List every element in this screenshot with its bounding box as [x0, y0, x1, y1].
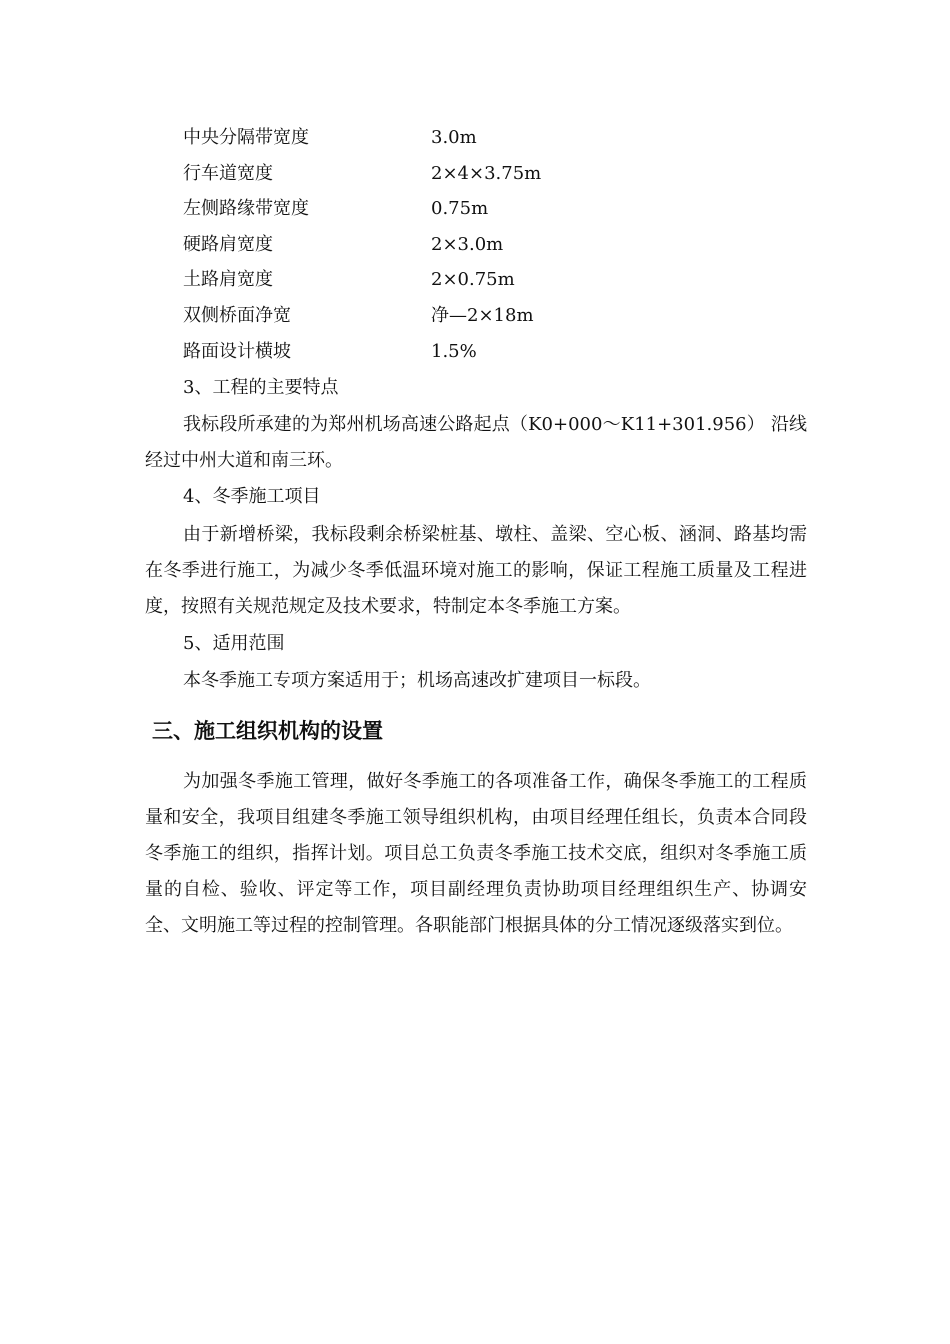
subsection-heading-scope: 5、适用范围: [183, 633, 285, 654]
paragraph-winter-items: [145, 517, 807, 625]
subsection-heading-features: 3、工程的主要特点: [183, 377, 339, 398]
spec-label: 土路肩宽度: [183, 269, 273, 291]
spec-value: 0.75m: [431, 198, 489, 220]
spec-value: 2×0.75m: [431, 269, 515, 291]
spec-row: [183, 156, 683, 192]
spec-label: 行车道宽度: [183, 162, 273, 184]
paragraph-text: 为加强冬季施工管理，做好冬季施工的各项准备工作，确保冬季施工的工程质量和安全，我项目组建冬季施工领导组织机构，由项目经理任组长，负责本合同段冬季施工的组织，指挥计划。项目总工负责冬季施工技术交底，组织对冬季施工质量的自检、验收、评定等工作，项目副经理负责协助项目经理组织生产、协调安全、文明施工等过程的控制管理。各职能部门根据具体的分工情况逐级落实到位。: [145, 771, 807, 936]
paragraph-scope: [145, 663, 807, 699]
spec-value: 3.0m: [431, 127, 477, 148]
spec-label: 路面设计横坡: [183, 340, 291, 362]
paragraph-text: 本冬季施工专项方案适用于；机场高速改扩建项目一标段。: [183, 670, 651, 691]
spec-value: 2×3.0m: [431, 233, 504, 255]
spec-row: [183, 191, 683, 227]
spec-row: [183, 262, 683, 298]
subsection-heading-winter-items: 4、冬季施工项目: [183, 486, 321, 507]
spec-value: 净—2×18m: [431, 304, 534, 326]
road-spec-table: [183, 120, 683, 369]
spec-value: 1.5%: [431, 340, 477, 362]
paragraph-text: 我标段所承建的为郑州机场高速公路起点（K0+000～K11+301.956） 沿线经过中州大道和南三环。: [145, 414, 807, 471]
spec-row: [183, 298, 683, 334]
spec-label: 中央分隔带宽度: [183, 127, 309, 148]
spec-row: [183, 334, 683, 370]
paragraph-organization: [145, 764, 807, 944]
spec-label: 硬路肩宽度: [183, 233, 273, 255]
spec-label: 双侧桥面净宽: [183, 304, 291, 326]
spec-row: [183, 120, 683, 156]
spec-value: 2×4×3.75m: [431, 162, 542, 184]
spec-label: 左侧路缘带宽度: [183, 198, 309, 220]
section-heading-organization: 三、施工组织机构的设置: [152, 719, 383, 743]
spec-row: [183, 227, 683, 263]
paragraph-features: [145, 407, 807, 479]
paragraph-text: 由于新增桥梁，我标段剩余桥梁桩基、墩柱、盖梁、空心板、涵洞、路基均需在冬季进行施工，为减少冬季低温环境对施工的影响，保证工程施工质量及工程进度，按照有关规范规定及技术要求，特制定本冬季施工方案。: [145, 524, 807, 617]
